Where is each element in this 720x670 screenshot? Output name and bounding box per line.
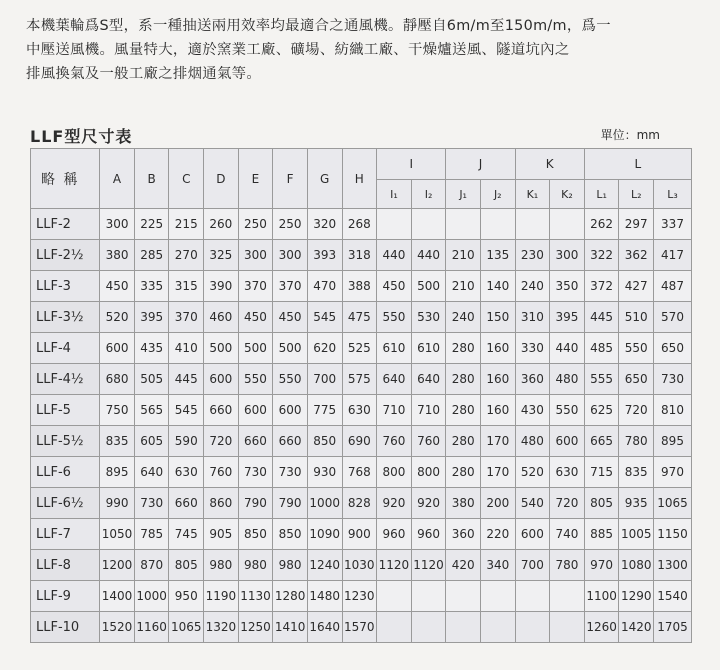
dimension-cell: 850 bbox=[273, 519, 308, 550]
dimension-cell: 1400 bbox=[100, 581, 135, 612]
dimension-cell: 160 bbox=[480, 395, 515, 426]
dimension-cell: 555 bbox=[584, 364, 619, 395]
dimension-cell: 935 bbox=[619, 488, 654, 519]
dimension-cell: 393 bbox=[307, 240, 342, 271]
dimension-cell: 605 bbox=[134, 426, 169, 457]
header-i2: I₂ bbox=[411, 180, 446, 209]
dimension-cell: 500 bbox=[204, 333, 239, 364]
dimension-cell: 630 bbox=[342, 395, 377, 426]
dimension-cell: 980 bbox=[238, 550, 273, 581]
header-c: C bbox=[169, 149, 204, 209]
dimension-cell: 850 bbox=[238, 519, 273, 550]
header-j: J bbox=[446, 149, 515, 180]
header-l: L bbox=[584, 149, 691, 180]
dimension-cell: 970 bbox=[654, 457, 692, 488]
dimension-cell: 322 bbox=[584, 240, 619, 271]
header-f: F bbox=[273, 149, 308, 209]
dimension-cell: 395 bbox=[550, 302, 585, 333]
model-name-cell: LLF-3 bbox=[31, 271, 100, 302]
dimension-cell: 135 bbox=[480, 240, 515, 271]
dimension-cell: 1280 bbox=[273, 581, 308, 612]
dimension-cell: 860 bbox=[204, 488, 239, 519]
dimension-cell: 600 bbox=[238, 395, 273, 426]
dimension-cell: 610 bbox=[411, 333, 446, 364]
dimension-cell: 750 bbox=[100, 395, 135, 426]
table-row bbox=[31, 581, 692, 612]
dimension-cell bbox=[377, 209, 412, 240]
dimension-cell bbox=[515, 612, 550, 643]
dimension-cell bbox=[480, 209, 515, 240]
model-name-cell: LLF-3½ bbox=[31, 302, 100, 333]
header-g: G bbox=[307, 149, 342, 209]
dimension-cell: 730 bbox=[273, 457, 308, 488]
dimension-cell: 480 bbox=[550, 364, 585, 395]
dimension-cell: 300 bbox=[550, 240, 585, 271]
dimension-cell: 480 bbox=[515, 426, 550, 457]
dimension-cell: 268 bbox=[342, 209, 377, 240]
header-l2: L₂ bbox=[619, 180, 654, 209]
dimension-cell: 768 bbox=[342, 457, 377, 488]
dimension-cell: 550 bbox=[550, 395, 585, 426]
dimension-cell: 760 bbox=[377, 426, 412, 457]
dimension-cell: 240 bbox=[446, 302, 481, 333]
dimension-cell: 240 bbox=[515, 271, 550, 302]
dimension-cell bbox=[550, 612, 585, 643]
dimension-cell: 990 bbox=[100, 488, 135, 519]
dimension-cell: 362 bbox=[619, 240, 654, 271]
model-name-cell: LLF-4 bbox=[31, 333, 100, 364]
dimension-cell: 260 bbox=[204, 209, 239, 240]
dimension-cell: 372 bbox=[584, 271, 619, 302]
dimension-cell: 828 bbox=[342, 488, 377, 519]
dimension-cell: 417 bbox=[654, 240, 692, 271]
dimension-cell: 1190 bbox=[204, 581, 239, 612]
dimension-cell: 600 bbox=[515, 519, 550, 550]
dimension-cell: 430 bbox=[515, 395, 550, 426]
dimension-cell: 1570 bbox=[342, 612, 377, 643]
dimension-cell: 160 bbox=[480, 333, 515, 364]
dimension-cell: 318 bbox=[342, 240, 377, 271]
intro-line-2: 中壓送風機。風量特大，適於窯業工廠、礦場、紡織工廠、干燥爐送風、隧道坑內之 bbox=[26, 42, 570, 58]
dimension-cell: 1230 bbox=[342, 581, 377, 612]
dimension-cell: 805 bbox=[584, 488, 619, 519]
model-name-cell: LLF-4½ bbox=[31, 364, 100, 395]
dimension-cell: 325 bbox=[204, 240, 239, 271]
intro-line-3: 排風換氣及一般工廠之排烟通氣等。 bbox=[26, 66, 262, 82]
dimension-cell: 370 bbox=[273, 271, 308, 302]
dimension-cell: 170 bbox=[480, 457, 515, 488]
table-row bbox=[31, 209, 692, 240]
dimension-cell: 790 bbox=[238, 488, 273, 519]
table-row bbox=[31, 364, 692, 395]
dimension-cell: 980 bbox=[204, 550, 239, 581]
header-i1: I₁ bbox=[377, 180, 412, 209]
dimension-cell bbox=[377, 581, 412, 612]
dimension-cell: 720 bbox=[550, 488, 585, 519]
model-name-cell: LLF-2½ bbox=[31, 240, 100, 271]
dimension-cell: 370 bbox=[169, 302, 204, 333]
dimension-cell: 520 bbox=[515, 457, 550, 488]
dimension-cell: 435 bbox=[134, 333, 169, 364]
dimension-cell: 160 bbox=[480, 364, 515, 395]
dimension-cell: 335 bbox=[134, 271, 169, 302]
model-name-cell: LLF-6 bbox=[31, 457, 100, 488]
dimension-cell: 1090 bbox=[307, 519, 342, 550]
dimension-cell: 665 bbox=[584, 426, 619, 457]
dimension-cell: 900 bbox=[342, 519, 377, 550]
dimension-cell: 905 bbox=[204, 519, 239, 550]
dimension-cell: 700 bbox=[515, 550, 550, 581]
table-row bbox=[31, 488, 692, 519]
dimension-cell bbox=[446, 581, 481, 612]
dimension-cell: 485 bbox=[584, 333, 619, 364]
dimension-cell bbox=[446, 209, 481, 240]
dimension-cell bbox=[480, 612, 515, 643]
dimension-cell: 710 bbox=[377, 395, 412, 426]
dimension-cell: 250 bbox=[273, 209, 308, 240]
table-row bbox=[31, 271, 692, 302]
dimension-cell: 280 bbox=[446, 333, 481, 364]
dimension-cell: 380 bbox=[446, 488, 481, 519]
dimension-cell: 540 bbox=[515, 488, 550, 519]
model-name-cell: LLF-5 bbox=[31, 395, 100, 426]
intro-line-1: 本機葉輪爲S型，系一種抽送兩用效率均最適合之通風機。靜壓自6m/m至150m/m，爲一 bbox=[26, 18, 611, 34]
dimension-cell: 1160 bbox=[134, 612, 169, 643]
dimension-cell: 475 bbox=[342, 302, 377, 333]
dimension-cell: 230 bbox=[515, 240, 550, 271]
dimension-cell: 835 bbox=[100, 426, 135, 457]
model-name-cell: LLF-7 bbox=[31, 519, 100, 550]
dimension-cell: 600 bbox=[550, 426, 585, 457]
dimension-cell: 920 bbox=[411, 488, 446, 519]
dimension-cell: 395 bbox=[134, 302, 169, 333]
table-title: LLF型尺寸表 bbox=[30, 127, 133, 146]
dimension-cell: 1640 bbox=[307, 612, 342, 643]
dimension-cell: 575 bbox=[342, 364, 377, 395]
dimension-cell: 550 bbox=[273, 364, 308, 395]
dimension-cell: 300 bbox=[238, 240, 273, 271]
dimension-cell: 1005 bbox=[619, 519, 654, 550]
dimension-cell bbox=[377, 612, 412, 643]
dimension-cell: 300 bbox=[273, 240, 308, 271]
header-l1: L₁ bbox=[584, 180, 619, 209]
dimension-cell: 500 bbox=[411, 271, 446, 302]
dimension-cell: 1050 bbox=[100, 519, 135, 550]
dimension-cell: 410 bbox=[169, 333, 204, 364]
dimension-cell: 360 bbox=[515, 364, 550, 395]
dimension-cell: 980 bbox=[273, 550, 308, 581]
dimension-cell: 330 bbox=[515, 333, 550, 364]
dimension-cell: 1480 bbox=[307, 581, 342, 612]
dimension-cell: 340 bbox=[480, 550, 515, 581]
table-body bbox=[31, 209, 692, 643]
dimension-cell: 440 bbox=[411, 240, 446, 271]
header-k2: K₂ bbox=[550, 180, 585, 209]
dimension-cell: 210 bbox=[446, 271, 481, 302]
table-row bbox=[31, 519, 692, 550]
dimension-cell: 760 bbox=[204, 457, 239, 488]
table-row bbox=[31, 333, 692, 364]
dimension-cell: 660 bbox=[273, 426, 308, 457]
dimension-cell: 280 bbox=[446, 426, 481, 457]
dimension-cell: 380 bbox=[100, 240, 135, 271]
dimension-cell: 510 bbox=[619, 302, 654, 333]
header-k: K bbox=[515, 149, 584, 180]
dimension-cell: 270 bbox=[169, 240, 204, 271]
dimension-cell: 700 bbox=[307, 364, 342, 395]
dimension-cell: 810 bbox=[654, 395, 692, 426]
dimension-cell: 800 bbox=[411, 457, 446, 488]
header-b: B bbox=[134, 149, 169, 209]
dimension-cell bbox=[550, 581, 585, 612]
dimension-cell: 590 bbox=[169, 426, 204, 457]
dimension-cell: 440 bbox=[377, 240, 412, 271]
dimension-cell: 870 bbox=[134, 550, 169, 581]
header-e: E bbox=[238, 149, 273, 209]
unit-label: 單位：mm bbox=[600, 128, 660, 142]
dimension-cell: 297 bbox=[619, 209, 654, 240]
dimension-cell: 170 bbox=[480, 426, 515, 457]
dimension-cell: 950 bbox=[169, 581, 204, 612]
dimension-table bbox=[30, 148, 692, 643]
dimension-cell: 1705 bbox=[654, 612, 692, 643]
dimension-cell: 570 bbox=[654, 302, 692, 333]
dimension-cell: 850 bbox=[307, 426, 342, 457]
dimension-cell: 388 bbox=[342, 271, 377, 302]
dimension-cell: 360 bbox=[446, 519, 481, 550]
dimension-cell: 610 bbox=[377, 333, 412, 364]
dimension-cell: 225 bbox=[134, 209, 169, 240]
dimension-cell: 800 bbox=[377, 457, 412, 488]
dimension-cell: 730 bbox=[238, 457, 273, 488]
dimension-cell bbox=[480, 581, 515, 612]
model-name-cell: LLF-5½ bbox=[31, 426, 100, 457]
dimension-cell: 337 bbox=[654, 209, 692, 240]
dimension-cell bbox=[515, 209, 550, 240]
header-l3: L₃ bbox=[654, 180, 692, 209]
dimension-cell: 1200 bbox=[100, 550, 135, 581]
dimension-cell: 1000 bbox=[307, 488, 342, 519]
dimension-cell: 720 bbox=[619, 395, 654, 426]
dimension-cell: 960 bbox=[377, 519, 412, 550]
table-row bbox=[31, 240, 692, 271]
dimension-cell: 1540 bbox=[654, 581, 692, 612]
dimension-cell: 220 bbox=[480, 519, 515, 550]
dimension-cell: 420 bbox=[446, 550, 481, 581]
dimension-cell: 1065 bbox=[654, 488, 692, 519]
header-d: D bbox=[204, 149, 239, 209]
dimension-cell: 780 bbox=[619, 426, 654, 457]
table-row bbox=[31, 302, 692, 333]
dimension-cell: 150 bbox=[480, 302, 515, 333]
model-name-cell: LLF-2 bbox=[31, 209, 100, 240]
dimension-cell: 625 bbox=[584, 395, 619, 426]
dimension-cell bbox=[411, 612, 446, 643]
dimension-cell: 1080 bbox=[619, 550, 654, 581]
dimension-cell: 960 bbox=[411, 519, 446, 550]
dimension-cell: 835 bbox=[619, 457, 654, 488]
dimension-cell: 970 bbox=[584, 550, 619, 581]
dimension-cell: 262 bbox=[584, 209, 619, 240]
dimension-cell: 1410 bbox=[273, 612, 308, 643]
dimension-cell: 620 bbox=[307, 333, 342, 364]
dimension-cell: 427 bbox=[619, 271, 654, 302]
dimension-cell: 215 bbox=[169, 209, 204, 240]
dimension-cell: 300 bbox=[100, 209, 135, 240]
dimension-cell: 545 bbox=[169, 395, 204, 426]
dimension-cell: 1420 bbox=[619, 612, 654, 643]
dimension-cell: 530 bbox=[411, 302, 446, 333]
dimension-cell: 280 bbox=[446, 457, 481, 488]
dimension-cell: 740 bbox=[550, 519, 585, 550]
dimension-cell: 1250 bbox=[238, 612, 273, 643]
dimension-cell: 250 bbox=[238, 209, 273, 240]
table-row bbox=[31, 395, 692, 426]
table-row bbox=[31, 426, 692, 457]
dimension-cell: 285 bbox=[134, 240, 169, 271]
dimension-cell: 210 bbox=[446, 240, 481, 271]
dimension-cell: 1260 bbox=[584, 612, 619, 643]
dimension-cell bbox=[515, 581, 550, 612]
dimension-cell: 500 bbox=[273, 333, 308, 364]
dimension-cell: 1150 bbox=[654, 519, 692, 550]
dimension-cell: 600 bbox=[204, 364, 239, 395]
dimension-cell: 200 bbox=[480, 488, 515, 519]
dimension-cell: 140 bbox=[480, 271, 515, 302]
dimension-cell: 1520 bbox=[100, 612, 135, 643]
dimension-cell: 1300 bbox=[654, 550, 692, 581]
dimension-cell: 650 bbox=[619, 364, 654, 395]
dimension-cell: 450 bbox=[377, 271, 412, 302]
dimension-cell: 445 bbox=[584, 302, 619, 333]
dimension-cell: 920 bbox=[377, 488, 412, 519]
dimension-cell: 730 bbox=[134, 488, 169, 519]
dimension-cell: 1100 bbox=[584, 581, 619, 612]
dimension-cell: 1240 bbox=[307, 550, 342, 581]
dimension-cell: 280 bbox=[446, 364, 481, 395]
dimension-cell bbox=[446, 612, 481, 643]
dimension-cell: 895 bbox=[100, 457, 135, 488]
model-name-cell: LLF-9 bbox=[31, 581, 100, 612]
dimension-cell: 450 bbox=[100, 271, 135, 302]
dimension-cell: 660 bbox=[238, 426, 273, 457]
header-a: A bbox=[100, 149, 135, 209]
header-row-1 bbox=[31, 149, 692, 180]
dimension-cell: 487 bbox=[654, 271, 692, 302]
header-i: I bbox=[377, 149, 446, 180]
dimension-cell: 550 bbox=[377, 302, 412, 333]
dimension-cell: 780 bbox=[550, 550, 585, 581]
dimension-cell bbox=[411, 581, 446, 612]
dimension-cell: 1120 bbox=[377, 550, 412, 581]
dimension-cell bbox=[411, 209, 446, 240]
dimension-cell: 370 bbox=[238, 271, 273, 302]
model-name-cell: LLF-10 bbox=[31, 612, 100, 643]
dimension-cell: 660 bbox=[204, 395, 239, 426]
dimension-cell: 320 bbox=[307, 209, 342, 240]
dimension-cell: 680 bbox=[100, 364, 135, 395]
dimension-cell: 930 bbox=[307, 457, 342, 488]
header-name: 略 稱 bbox=[31, 149, 100, 209]
dimension-cell: 520 bbox=[100, 302, 135, 333]
dimension-cell: 390 bbox=[204, 271, 239, 302]
dimension-cell: 760 bbox=[411, 426, 446, 457]
dimension-cell: 660 bbox=[169, 488, 204, 519]
header-h: H bbox=[342, 149, 377, 209]
dimension-cell: 640 bbox=[411, 364, 446, 395]
dimension-cell: 545 bbox=[307, 302, 342, 333]
dimension-cell: 805 bbox=[169, 550, 204, 581]
header-j1: J₁ bbox=[446, 180, 481, 209]
dimension-cell: 1320 bbox=[204, 612, 239, 643]
dimension-cell: 730 bbox=[654, 364, 692, 395]
dimension-cell: 790 bbox=[273, 488, 308, 519]
intro-text bbox=[26, 14, 702, 86]
dimension-cell: 470 bbox=[307, 271, 342, 302]
dimension-cell: 450 bbox=[238, 302, 273, 333]
dimension-cell: 640 bbox=[134, 457, 169, 488]
dimension-cell: 630 bbox=[169, 457, 204, 488]
dimension-cell: 715 bbox=[584, 457, 619, 488]
dimension-cell: 505 bbox=[134, 364, 169, 395]
dimension-cell: 350 bbox=[550, 271, 585, 302]
dimension-cell: 445 bbox=[169, 364, 204, 395]
header-k1: K₁ bbox=[515, 180, 550, 209]
dimension-cell: 315 bbox=[169, 271, 204, 302]
dimension-cell bbox=[550, 209, 585, 240]
dimension-cell: 600 bbox=[273, 395, 308, 426]
dimension-cell: 565 bbox=[134, 395, 169, 426]
dimension-cell: 1290 bbox=[619, 581, 654, 612]
dimension-cell: 1000 bbox=[134, 581, 169, 612]
model-name-cell: LLF-6½ bbox=[31, 488, 100, 519]
dimension-cell: 720 bbox=[204, 426, 239, 457]
dimension-cell: 690 bbox=[342, 426, 377, 457]
dimension-cell: 500 bbox=[238, 333, 273, 364]
dimension-cell: 630 bbox=[550, 457, 585, 488]
dimension-cell: 1030 bbox=[342, 550, 377, 581]
dimension-cell: 775 bbox=[307, 395, 342, 426]
table-row bbox=[31, 457, 692, 488]
dimension-cell: 440 bbox=[550, 333, 585, 364]
model-name-cell: LLF-8 bbox=[31, 550, 100, 581]
dimension-cell: 785 bbox=[134, 519, 169, 550]
dimension-cell: 550 bbox=[238, 364, 273, 395]
table-row bbox=[31, 612, 692, 643]
header-j2: J₂ bbox=[480, 180, 515, 209]
dimension-cell: 310 bbox=[515, 302, 550, 333]
dimension-cell: 650 bbox=[654, 333, 692, 364]
dimension-cell: 640 bbox=[377, 364, 412, 395]
dimension-cell: 745 bbox=[169, 519, 204, 550]
dimension-cell: 895 bbox=[654, 426, 692, 457]
dimension-cell: 280 bbox=[446, 395, 481, 426]
dimension-cell: 525 bbox=[342, 333, 377, 364]
dimension-cell: 600 bbox=[100, 333, 135, 364]
dimension-cell: 1065 bbox=[169, 612, 204, 643]
dimension-cell: 1120 bbox=[411, 550, 446, 581]
dimension-cell: 1130 bbox=[238, 581, 273, 612]
dimension-cell: 450 bbox=[273, 302, 308, 333]
dimension-cell: 885 bbox=[584, 519, 619, 550]
table-row bbox=[31, 550, 692, 581]
dimension-cell: 550 bbox=[619, 333, 654, 364]
dimension-cell: 460 bbox=[204, 302, 239, 333]
dimension-cell: 710 bbox=[411, 395, 446, 426]
